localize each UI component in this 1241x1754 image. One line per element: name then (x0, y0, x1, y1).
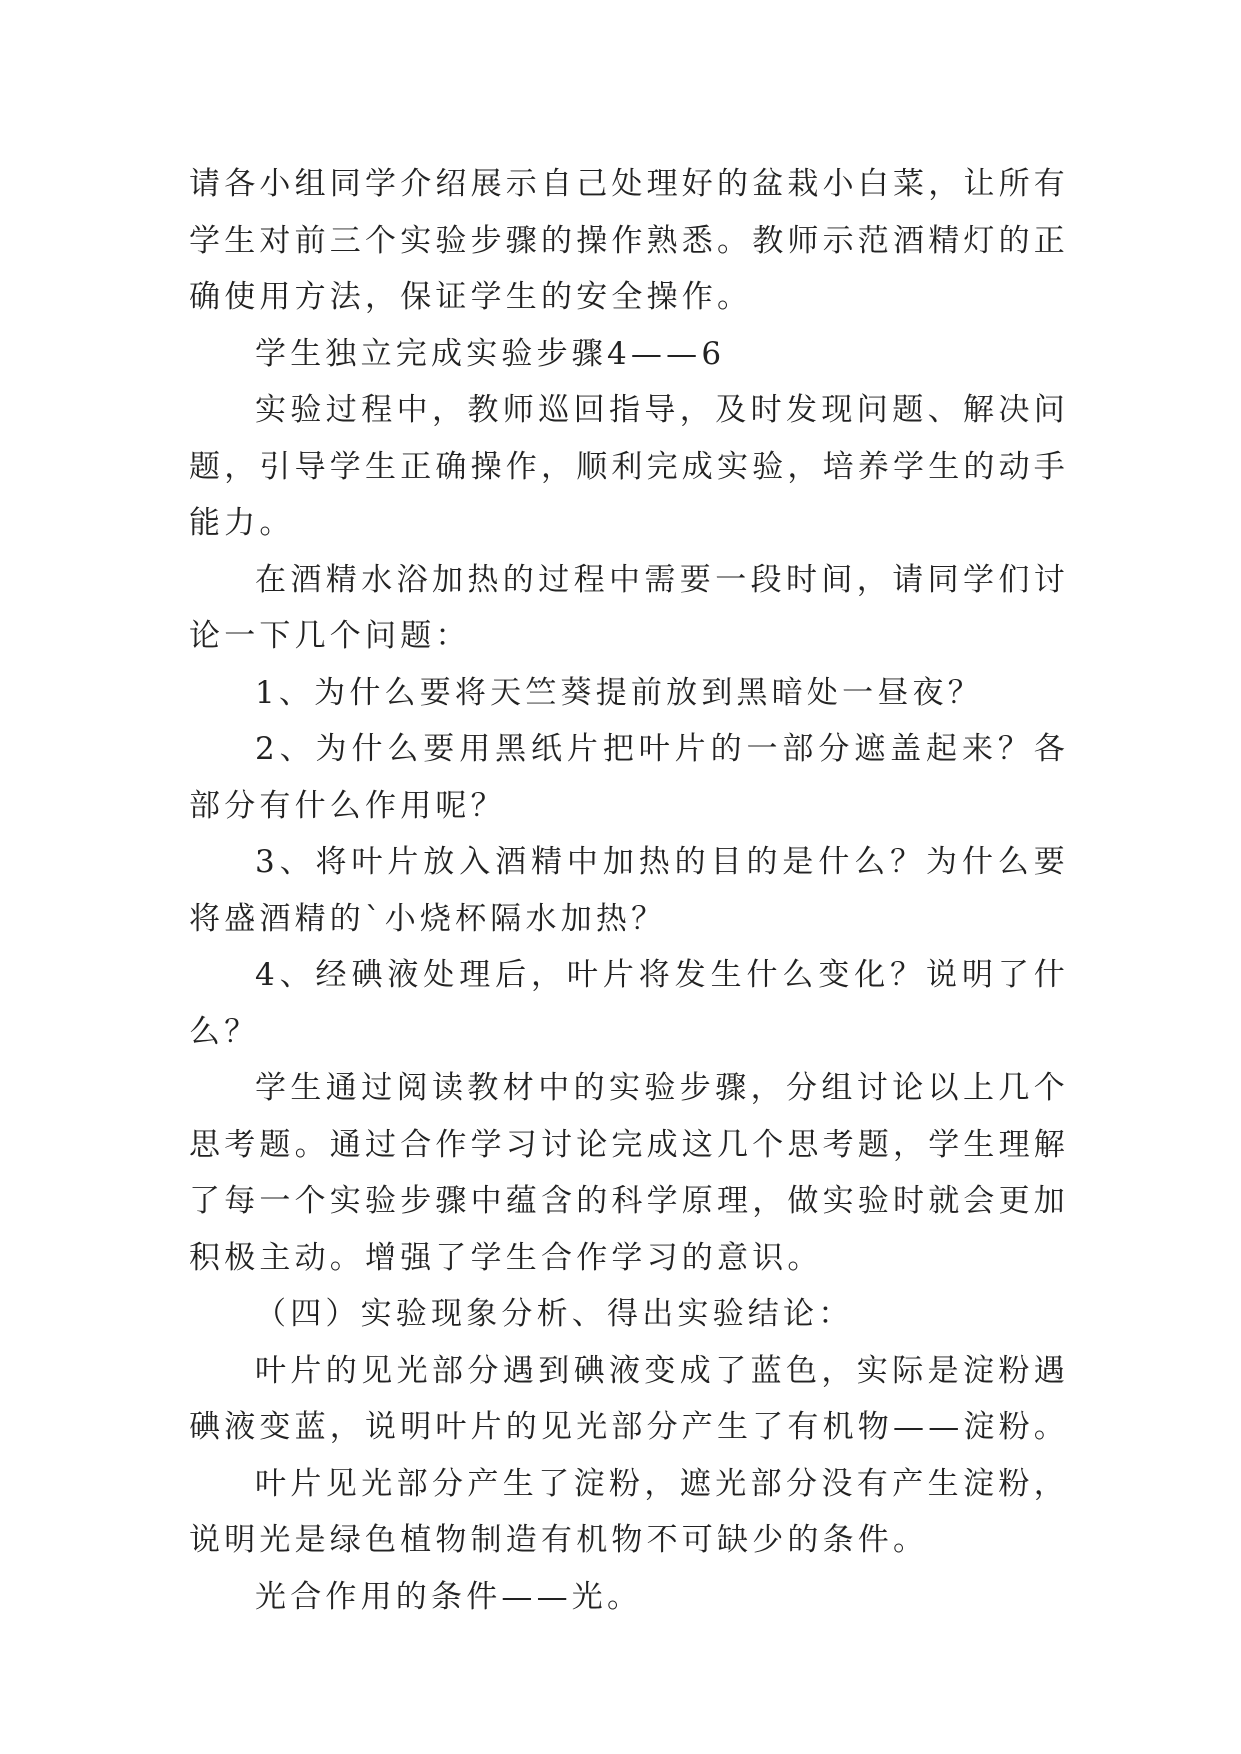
paragraph-conclusion-2: 叶片见光部分产生了淀粉，遮光部分没有产生淀粉，说明光是绿色植物制造有机物不可缺少的条件。 (189, 1465, 1069, 1558)
question-2: 2、为什么要用黑纸片把叶片的一部分遮盖起来？各部分有什么作用呢？ (189, 731, 1069, 824)
question-4: 4、经碘液处理后，叶片将发生什么变化？说明了什么？ (189, 957, 1069, 1050)
paragraph-1: 请各小组同学介绍展示自己处理好的盆栽小白菜，让所有学生对前三个实验步骤的操作熟悉。教师示范酒精灯的正确使用方法，保证学生的安全操作。 (189, 166, 1069, 315)
paragraph-2: 学生独立完成实验步骤4——6 (255, 335, 726, 372)
document-body (189, 156, 1069, 1625)
question-3: 3、将叶片放入酒精中加热的目的是什么？为什么要将盛酒精的`小烧杯隔水加热？ (189, 844, 1069, 937)
question-1: 1、为什么要将天竺葵提前放到黑暗处一昼夜？ (255, 674, 983, 711)
paragraph-discussion: 学生通过阅读教材中的实验步骤，分组讨论以上几个思考题。通过合作学习讨论完成这几个思考题，学生理解了每一个实验步骤中蕴含的科学原理，做实验时就会更加积极主动。增强了学生合作学习的意识。 (189, 1070, 1069, 1276)
paragraph-4: 在酒精水浴加热的过程中需要一段时间，请同学们讨论一下几个问题： (189, 561, 1069, 654)
paragraph-conclusion-3: 光合作用的条件——光。 (255, 1578, 643, 1615)
paragraph-3: 实验过程中，教师巡回指导，及时发现问题、解决问题，引导学生正确操作，顺利完成实验，培养学生的动手能力。 (189, 392, 1069, 541)
section-heading: （四）实验现象分析、得出实验结论： (255, 1296, 854, 1332)
paragraph-conclusion-1: 叶片的见光部分遇到碘液变成了蓝色，实际是淀粉遇碘液变蓝，说明叶片的见光部分产生了有机物——淀粉。 (189, 1352, 1069, 1445)
